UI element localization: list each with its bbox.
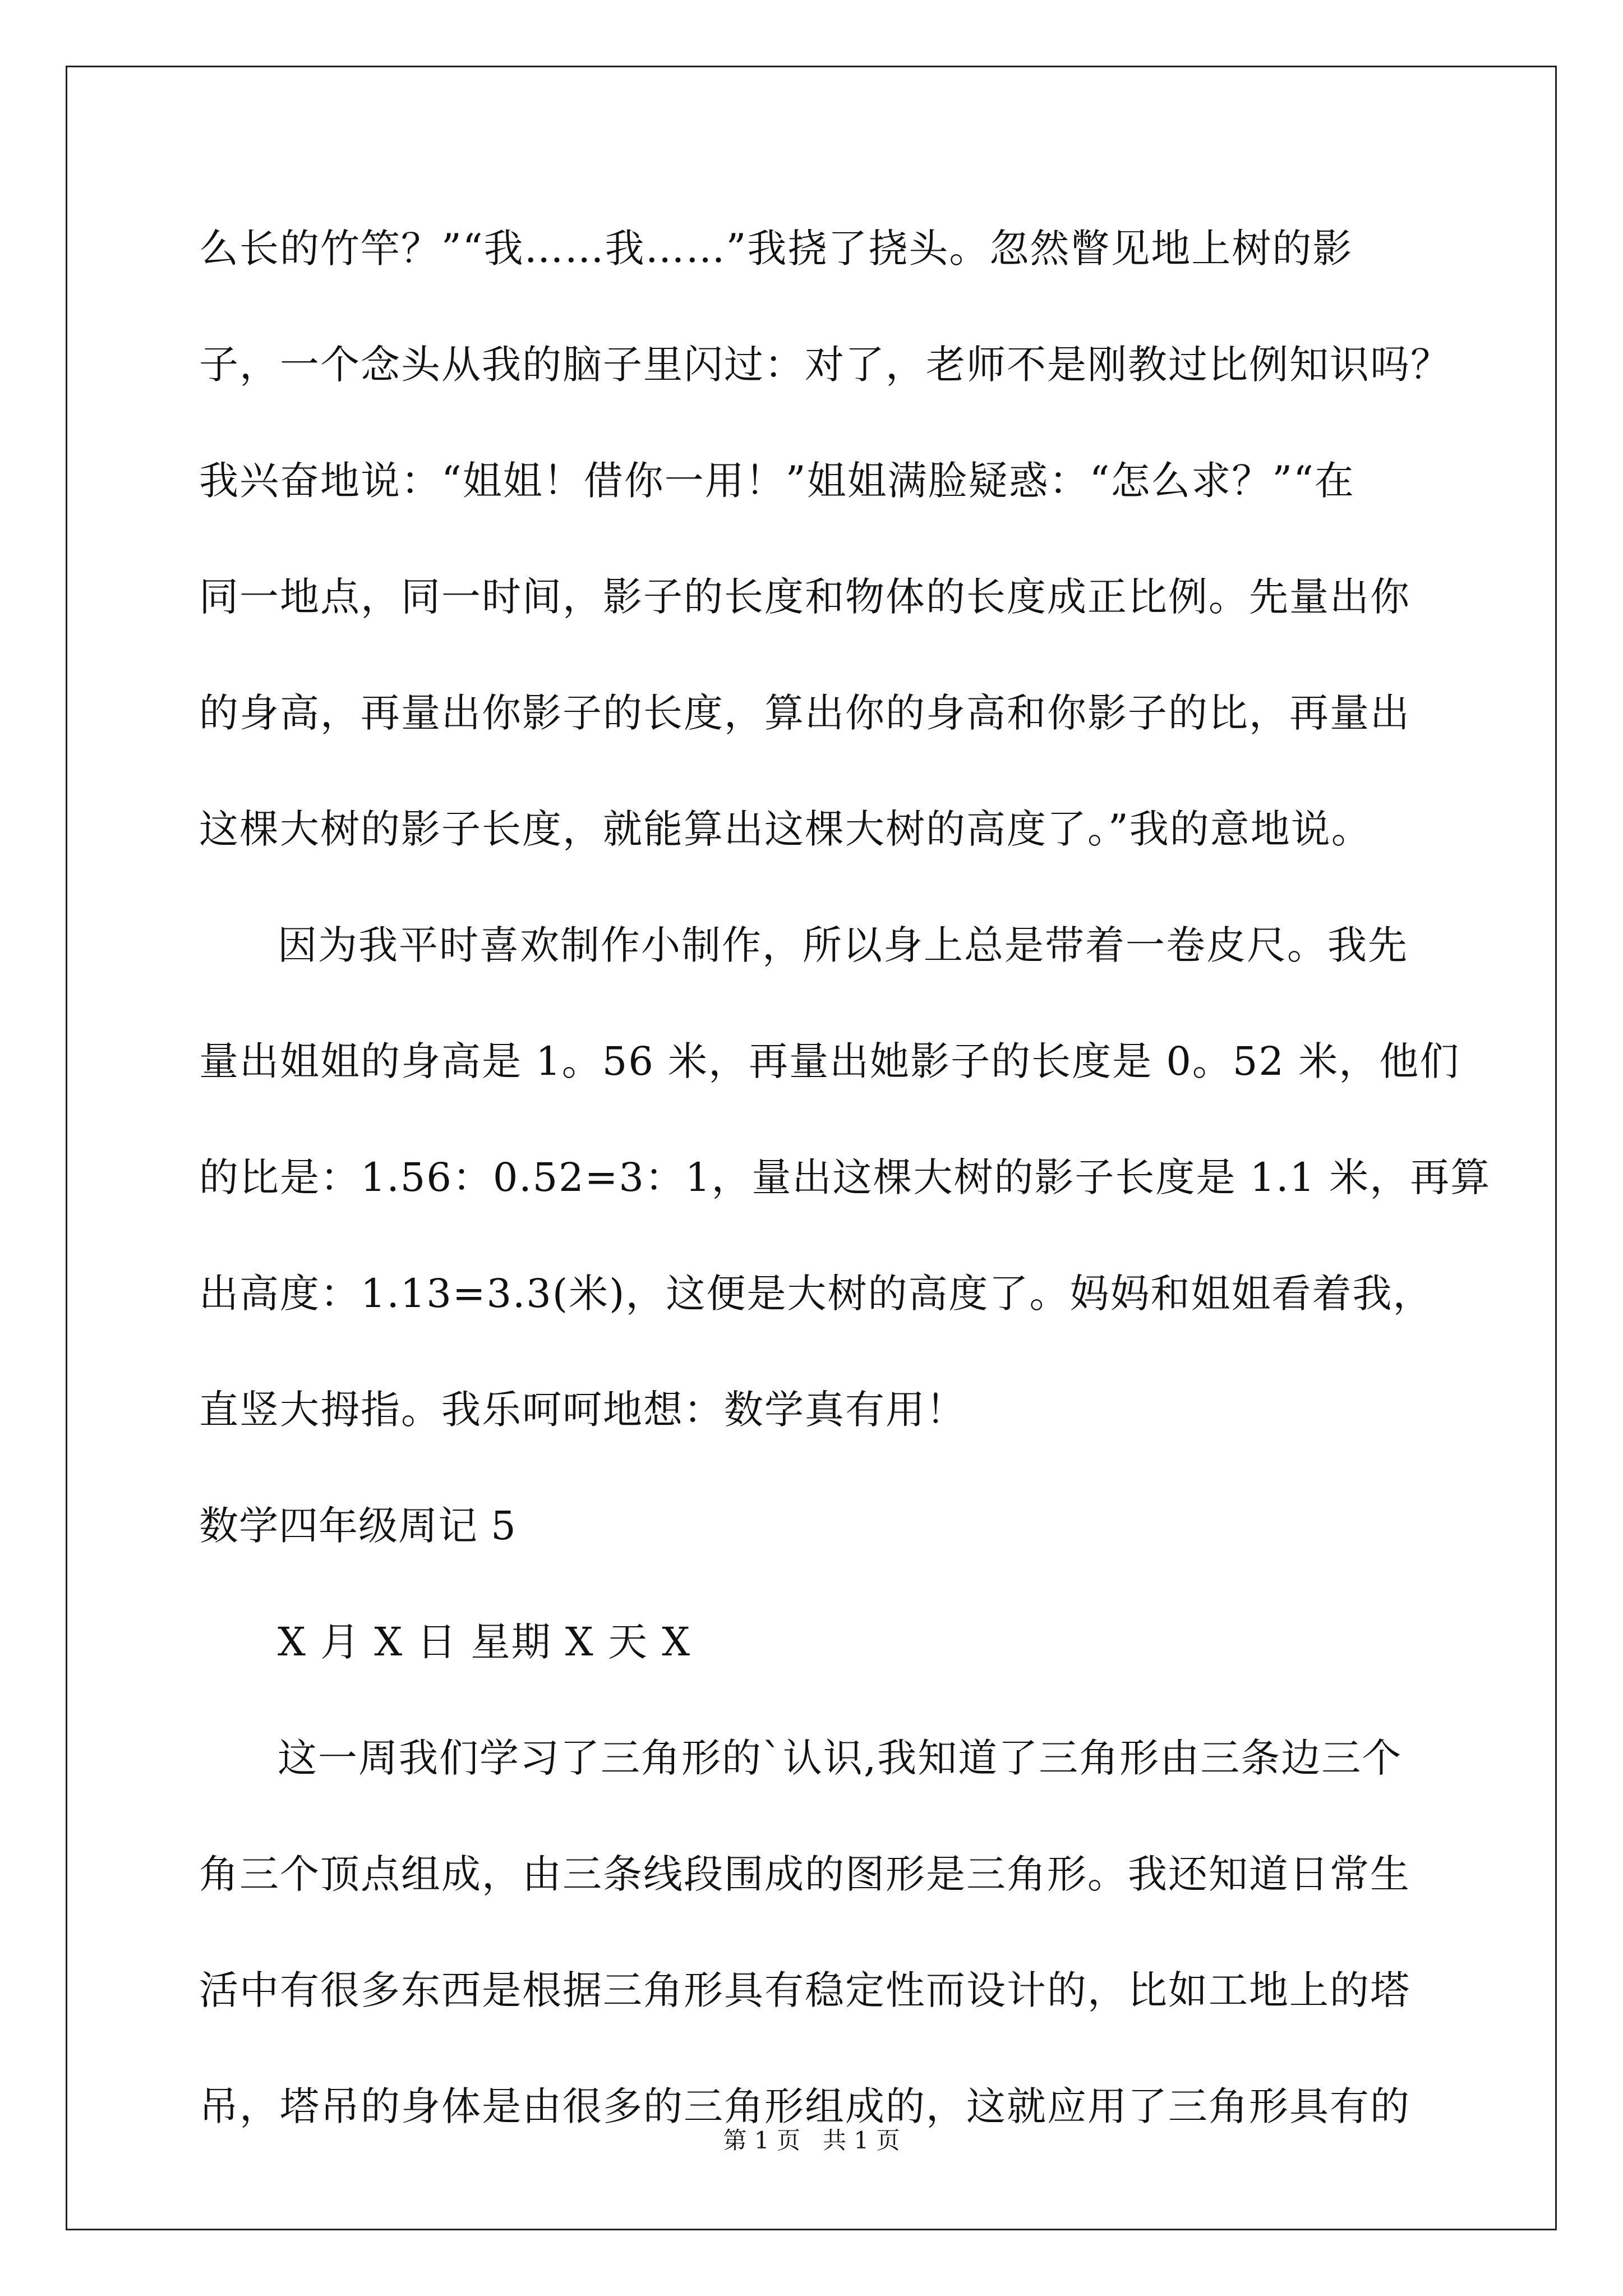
date-line: X 月 X 日 星期 X 天 X — [278, 1619, 691, 1665]
text-line: 直竖大拇指。我乐呵呵地想：数学真有用！ — [199, 1387, 966, 1433]
text-line: 么长的竹竿？”“我……我……”我挠了挠头。忽然瞥见地上树的影 — [199, 226, 1353, 272]
page-border — [66, 66, 1557, 2230]
text-line: 活中有很多东西是根据三角形具有稳定性而设计的，比如工地上的塔 — [199, 1967, 1410, 2013]
text-line: 这一周我们学习了三角形的`认识,我知道了三角形由三条边三个 — [278, 1735, 1403, 1781]
text-line: 出高度：1.13=3.3(米)，这便是大树的高度了。妈妈和姐姐看着我， — [199, 1271, 1433, 1317]
text-line: 这棵大树的影子长度，就能算出这棵大树的高度了。”我的意地说。 — [199, 806, 1372, 852]
text-line: 的身高，再量出你影子的长度，算出你的身高和你影子的比，再量出 — [199, 690, 1410, 736]
text-line: 因为我平时喜欢制作小制作，所以身上总是带着一卷皮尺。我先 — [278, 922, 1408, 968]
text-line: 量出姐姐的身高是 1。56 米，再量出她影子的长度是 0。52 米，他们 — [199, 1038, 1460, 1084]
text-line: 角三个顶点组成，由三条线段围成的图形是三角形。我还知道日常生 — [199, 1851, 1410, 1897]
text-line: 同一地点，同一时间，影子的长度和物体的长度成正比例。先量出你 — [199, 574, 1410, 620]
text-line: 的比是：1.56：0.52=3：1，量出这棵大树的影子长度是 1.1 米，再算 — [199, 1154, 1491, 1200]
text-line: 我兴奋地说：“姐姐！借你一用！”姐姐满脸疑惑：“怎么求？”“在 — [199, 458, 1355, 504]
text-line: 子，一个念头从我的脑子里闪过：对了，老师不是刚教过比例知识吗？ — [199, 342, 1451, 388]
text-line: 吊，塔吊的身体是由很多的三角形组成的，这就应用了三角形具有的 — [199, 2083, 1410, 2129]
section-heading: 数学四年级周记 5 — [199, 1503, 517, 1549]
page-footer: 第 1 页 共 1 页 — [723, 2127, 900, 2154]
